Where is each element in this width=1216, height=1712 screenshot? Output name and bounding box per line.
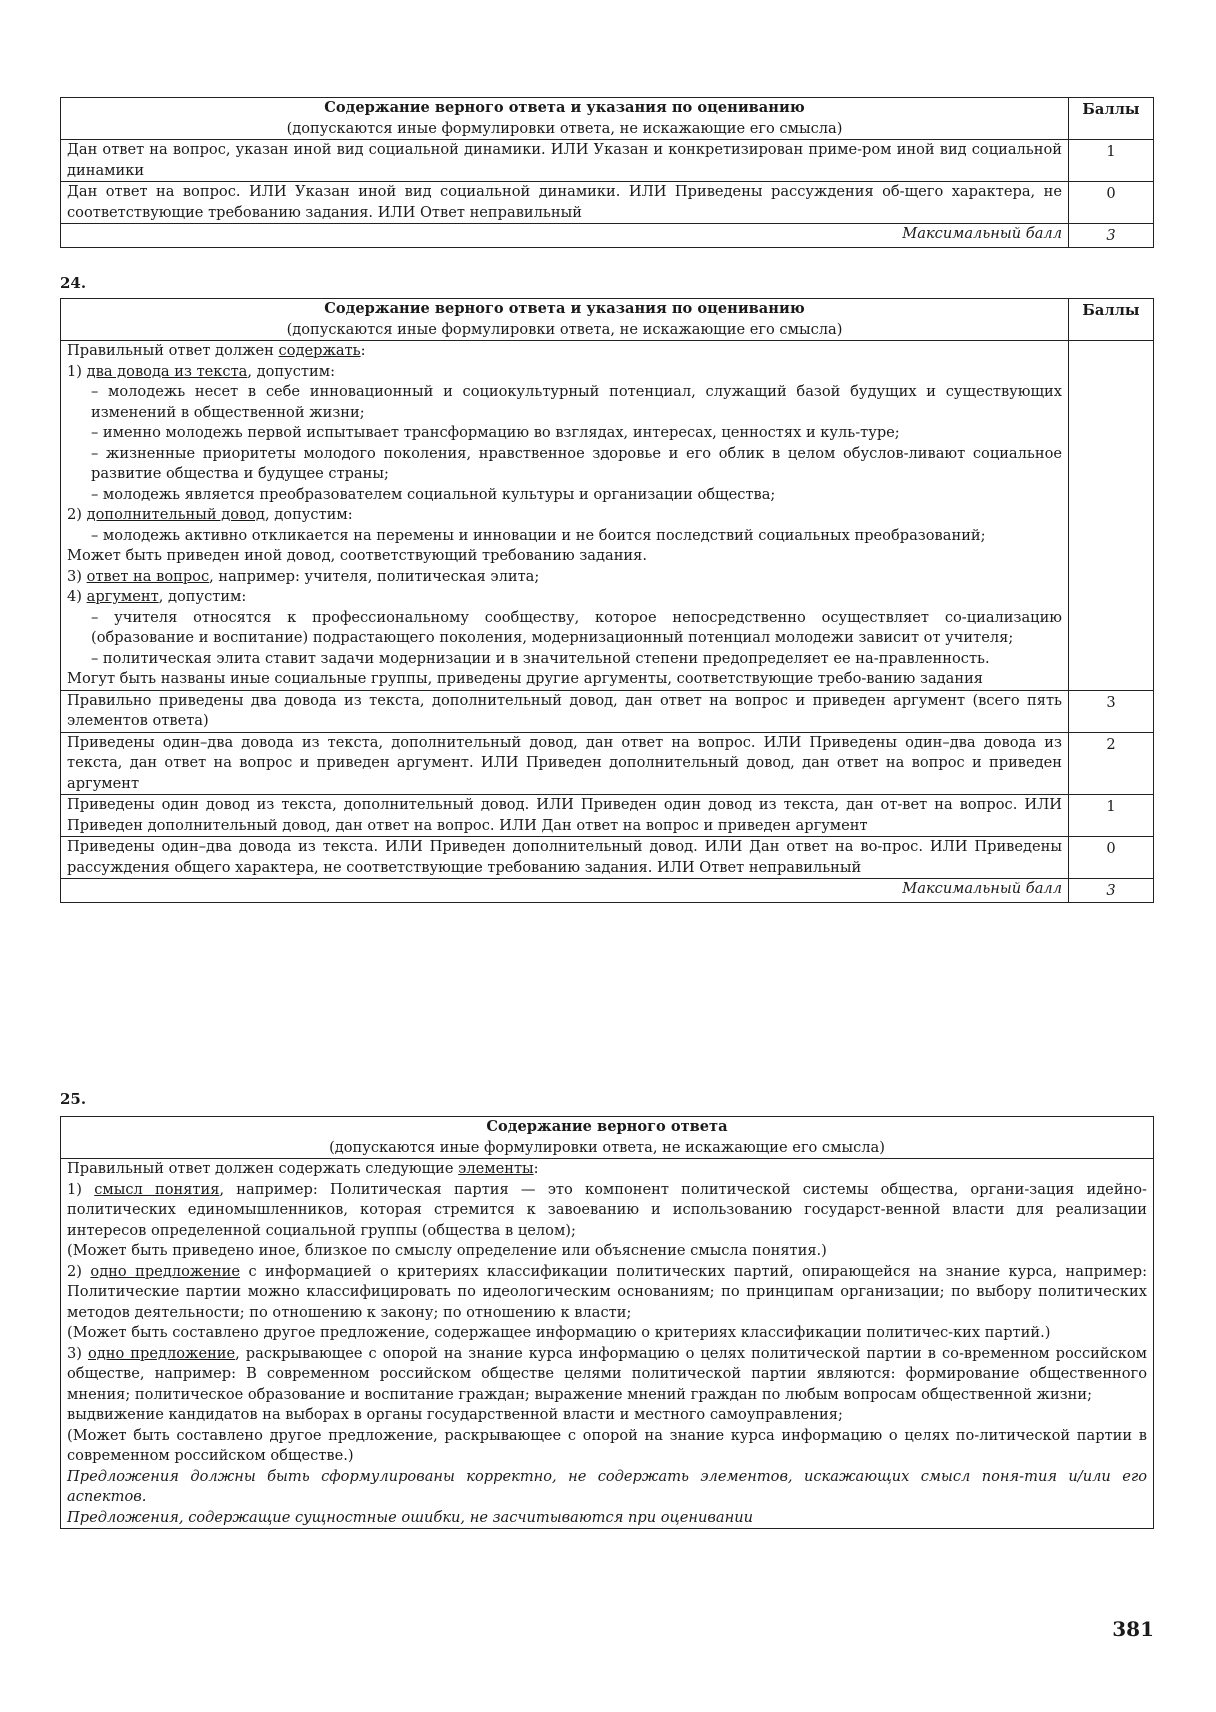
header-sub: (допускаются иные формулировки ответа, не искажающие его смысла) xyxy=(286,119,843,137)
max-score-value: 3 xyxy=(1069,224,1154,248)
content-point-4: 4) аргумент, допустим: xyxy=(67,588,247,605)
table-23-block xyxy=(60,97,1154,248)
max-score-label: Максимальный балл xyxy=(61,879,1069,903)
content-point-1: 1) два довода из текста, допустим: xyxy=(67,362,335,380)
criterion-text: Дан ответ на вопрос. ИЛИ Указан иной вид социальной динамики. ИЛИ Приведены рассуждения об-щего характера, не соответствующие требованию задания. ИЛИ Ответ неправильный xyxy=(61,182,1069,224)
criterion-text: Правильно приведены два довода из текста, дополнительный довод, дан ответ на вопрос и приведен аргумент (всего пять элементов ответа) xyxy=(61,690,1069,732)
table-25-block xyxy=(60,1116,1154,1529)
header-content-cell xyxy=(61,299,1069,341)
content-intro: Правильный ответ должен содержать: xyxy=(67,342,366,359)
content-closing: Могут быть названы иные социальные группы, приведены другие аргументы, соответствующие требо-ванию задания xyxy=(67,670,984,687)
header-content-cell xyxy=(61,1117,1154,1159)
table-25 xyxy=(60,1116,1154,1529)
table-24 xyxy=(60,298,1154,903)
criterion-text: Приведены один–два довода из текста, дополнительный довод, дан ответ на вопрос. ИЛИ Приведены один–два довода из текста, дан ответ на вопрос и приведен аргумент. ИЛИ Приведен дополнительный довод, дан ответ на вопрос и приведен аргумент xyxy=(61,732,1069,795)
page-number: 381 xyxy=(1112,1617,1154,1641)
empty-points-cell xyxy=(1069,341,1154,691)
criterion-points: 1 xyxy=(1069,795,1154,837)
criterion-text: Приведены один довод из текста, дополнительный довод. ИЛИ Приведен один довод из текста, дан от-вет на вопрос. ИЛИ Приведен дополнительный довод, дан ответ на вопрос. ИЛИ Дан ответ на вопрос и приведен аргумент xyxy=(61,795,1069,837)
answer-content-row xyxy=(61,341,1154,691)
italic-instruction: Предложения должны быть сформулированы корректно, не содержать элементов, искажающих смысл поня-тия и/или его аспектов. xyxy=(67,1467,1147,1505)
header-sub: (допускаются иные формулировки ответа, не искажающие его смысла) xyxy=(329,1138,885,1156)
header-main: Содержание верного ответа xyxy=(486,1118,728,1135)
content-note: (Может быть составлено другое предложение, содержащее информацию о критериях классификации политичес-ких партий.) xyxy=(67,1324,1051,1341)
list-item: – именно молодежь первой испытывает трансформацию во взглядах, интересах, ценностях и куль-туре; xyxy=(91,424,900,441)
question-number-25: 25. xyxy=(60,1090,87,1108)
criterion-points: 2 xyxy=(1069,732,1154,795)
list-item: – молодежь несет в себе инновационный и социокультурный потенциал, служащий базой будущих и существующих изменений в общественной жизни; xyxy=(91,383,1062,421)
criterion-points: 0 xyxy=(1069,182,1154,224)
list-item: – политическая элита ставит задачи модернизации и в значительной степени предопределяет ее на-правленность. xyxy=(91,649,990,667)
list-item: – молодежь является преобразователем социальной культуры и организации общества; xyxy=(91,485,776,503)
criterion-points: 0 xyxy=(1069,837,1154,879)
content-note: Может быть приведен иной довод, соответствующий требованию задания. xyxy=(67,547,647,564)
max-score-value: 3 xyxy=(1069,879,1154,903)
content-note: (Может быть приведено иное, близкое по смыслу определение или объяснение смысла понятия.) xyxy=(67,1242,827,1259)
answer-content xyxy=(61,1159,1154,1529)
table-header xyxy=(61,98,1154,140)
criterion-text: Приведены один–два довода из текста. ИЛИ Приведен дополнительный довод. ИЛИ Дан ответ на во-прос. ИЛИ Приведены рассуждения общего характера, не соответствующие требованию задания. ИЛИ Ответ неправильный xyxy=(61,837,1069,879)
max-score-row xyxy=(61,224,1154,248)
content-point-2: 2) дополнительный довод, допустим: xyxy=(67,506,353,523)
header-points: Баллы xyxy=(1069,299,1154,341)
table-23 xyxy=(60,97,1154,248)
table-24-block xyxy=(60,298,1154,903)
list-item: – учителя относятся к профессиональному сообществу, которое непосредственно осуществляет со-циализацию (образование и воспитание) подрастающего поколения, модернизационный потенциал молодежи зависит от учителя; xyxy=(91,608,1062,646)
table-header xyxy=(61,299,1154,341)
table-row xyxy=(61,837,1154,879)
table-row xyxy=(61,140,1154,182)
list-item: – молодежь активно откликается на перемены и инновации и не боится последствий социальных преобразований; xyxy=(91,526,986,544)
list-item: – жизненные приоритеты молодого поколения, нравственное здоровье и его облик в целом обуслов-ливают социальное развитие общества и будущее страны; xyxy=(91,444,1062,482)
italic-instruction: Предложения, содержащие сущностные ошибки, не засчитываются при оценивании xyxy=(67,1508,753,1526)
criterion-points: 3 xyxy=(1069,690,1154,732)
table-row xyxy=(61,182,1154,224)
header-content-cell xyxy=(61,98,1069,140)
max-score-row xyxy=(61,879,1154,903)
header-main: Содержание верного ответа и указания по оцениванию xyxy=(324,300,805,317)
table-row xyxy=(61,690,1154,732)
content-intro: Правильный ответ должен содержать следующие элементы: xyxy=(67,1160,539,1177)
answer-content xyxy=(61,341,1069,691)
content-continuation: выдвижение кандидатов на выборах в органы государственной власти и местного самоуправления; xyxy=(67,1406,843,1423)
content-point-2: 2) одно предложение с информацией о критериях классификации политических партий, опирающейся на знание курса, например: Политические партии можно классифицировать по идеологическим основаниям; по принципам организации; по выбору политических методов деятельности; по отношению к закону; по отношению к власти; xyxy=(67,1262,1147,1321)
header-sub: (допускаются иные формулировки ответа, не искажающие его смысла) xyxy=(286,320,843,338)
content-note: (Может быть составлено другое предложение, раскрывающее с опорой на знание курса информацию о целях по-литической партии в современном российском обществе.) xyxy=(67,1426,1147,1464)
answer-content-row xyxy=(61,1159,1154,1529)
content-point-3: 3) одно предложение, раскрывающее с опорой на знание курса информацию о целях политической партии в со-временном российском обществе, например: В современном российском обществе целями политической партии являются: формирование общественного мнения; политическое образование и воспитание граждан; выражение мнений граждан по любым вопросам общественной жизни; xyxy=(67,1344,1148,1403)
table-row xyxy=(61,795,1154,837)
table-row xyxy=(61,732,1154,795)
header-main: Содержание верного ответа и указания по оцениванию xyxy=(324,99,805,116)
content-point-1: 1) смысл понятия, например: Политическая партия — это компонент политической системы общества, органи-зация идейно-политических единомышленников, которая стремится к завоеванию и использованию государст-венной власти для реализации интересов определенной социальной группы (общества в целом); xyxy=(67,1180,1147,1239)
max-score-label: Максимальный балл xyxy=(61,224,1069,248)
content-point-3: 3) ответ на вопрос, например: учителя, политическая элита; xyxy=(67,567,540,585)
header-points: Баллы xyxy=(1069,98,1154,140)
table-header xyxy=(61,1117,1154,1159)
criterion-points: 1 xyxy=(1069,140,1154,182)
criterion-text: Дан ответ на вопрос, указан иной вид социальной динамики. ИЛИ Указан и конкретизирован приме-ром иной вид социальной динамики xyxy=(61,140,1069,182)
question-number-24: 24. xyxy=(60,274,87,292)
